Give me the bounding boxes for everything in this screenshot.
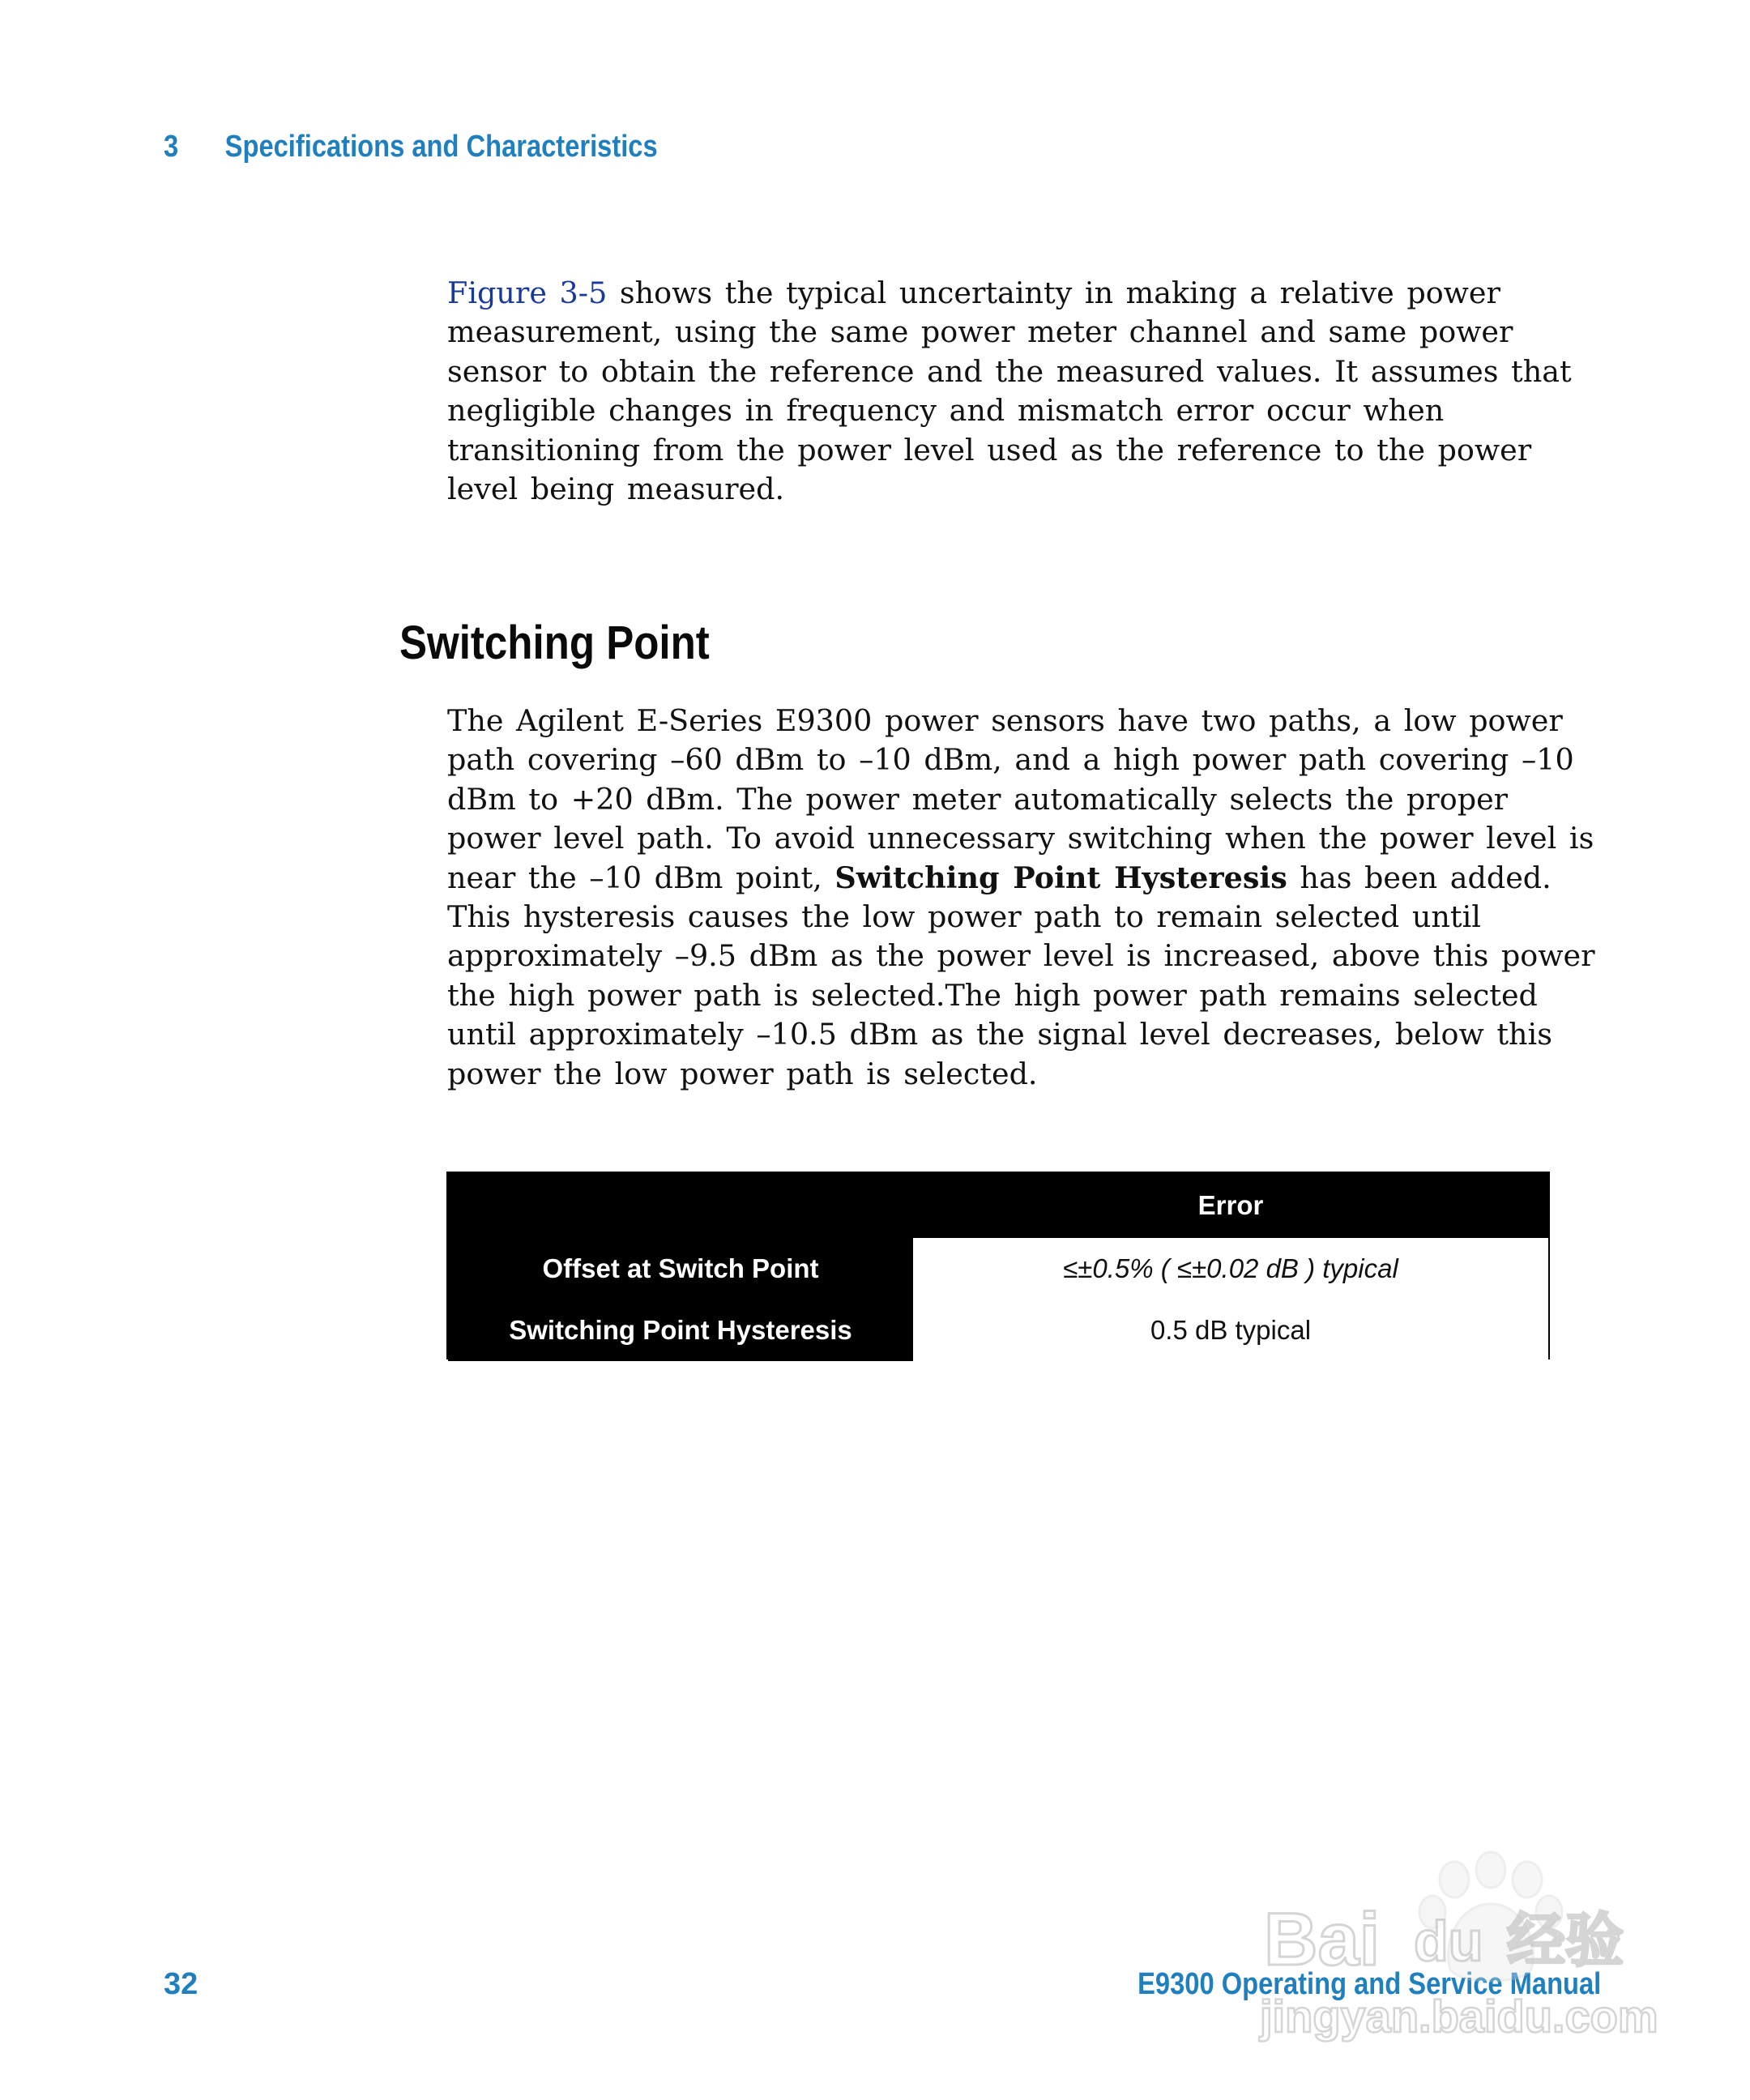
row-label: Switching Point Hysteresis xyxy=(448,1300,913,1361)
manual-title: E9300 Operating and Service Manual xyxy=(1137,1967,1601,2001)
intro-paragraph xyxy=(447,274,1606,509)
switching-text-bold: Switching Point Hysteresis xyxy=(834,860,1287,895)
chapter-number: 3 xyxy=(164,130,179,164)
row-value: 0.5 dB typical xyxy=(913,1300,1548,1361)
section-title: Switching Point xyxy=(399,617,710,669)
figure-reference-link[interactable]: Figure 3-5 xyxy=(447,275,608,310)
switching-text-part1: The Agilent E-Series E9300 power sensors have two paths, a low power path covering –60 dBm to –10 dBm, and a high power path covering –10 dBm to +20 dBm. The power meter automatically selects the proper power level path. To avoid unnecessary switching when the power level is near the –10 dBm point, xyxy=(447,703,1594,895)
table-row xyxy=(448,1238,1548,1300)
switching-point-spec-table xyxy=(446,1172,1550,1359)
row-label: Offset at Switch Point xyxy=(448,1238,913,1300)
table-row xyxy=(448,1300,1548,1361)
table-header-error: Error xyxy=(1197,1190,1264,1220)
svg-text:经验: 经验 xyxy=(1507,1906,1624,1974)
row-value: ≤±0.5% ( ≤±0.02 dB ) typical xyxy=(913,1238,1548,1300)
svg-text:Bai: Bai xyxy=(1264,1898,1381,1981)
switching-text-part2: has been added. This hysteresis causes the low power path to remain selected until approximately –9.5 dBm as the power level is increased, above this power the high power path is selected.The high power path remains selected until approximately –10.5 dBm as the signal level decreases, below this power the low power path is selected. xyxy=(447,860,1595,1091)
page-number: 32 xyxy=(164,1967,198,2001)
svg-text:du: du xyxy=(1414,1910,1483,1973)
chapter-header xyxy=(164,130,658,164)
table-header-row xyxy=(448,1173,1548,1238)
switching-point-paragraph xyxy=(447,702,1606,1094)
chapter-title: Specifications and Characteristics xyxy=(224,130,658,164)
watermark-url: jingyan.baidu.com xyxy=(1260,1991,1658,2042)
baidu-jingyan-watermark xyxy=(1248,1847,1669,2050)
intro-text: shows the typical uncertainty in making a relative power measurement, using the same power meter channel and same power sensor to obtain the reference and the measured values. It assumes that negligible changes in frequency and mismatch error occur when transitioning from the power level used as the reference to the power level being measured. xyxy=(447,275,1572,507)
